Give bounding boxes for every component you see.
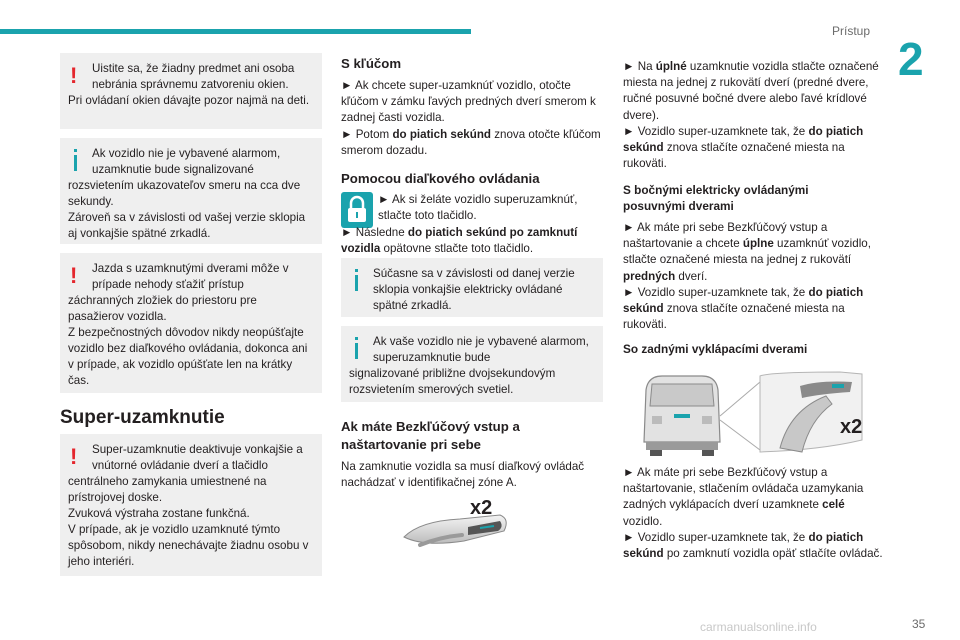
heading-with-key: S kľúčom [341, 56, 402, 71]
sliding-doors-instructions: ► Ak máte pri sebe Bezkľúčový vstup a naštartovanie a chcete úplne uzamknúť vozidlo, stlačte označené miesta na jednej z rukovätí predných dverí. ► Vozidlo super-uzamknete tak, že do piatich sekúnd znova stlačíte označené miesta na rukoväti. [623, 221, 871, 332]
heading-tailgate: So zadnými vyklápacími dverami [623, 342, 808, 356]
warning-icon: ! [70, 63, 78, 88]
warning-box-super-locking: ! Super-uzamknutie deaktivuje vonkajšie a vnútorné ovládanie dverí a tlačidlo centrálneho zamykania umiestnené na prístrojovej doske. Zvuková výstraha zostane funkčná. V prípade, ak je vozidlo uzamknuté týmto spôsobom, nikdy nenechávajte žiadnu osobu v jeho interiéri. [60, 434, 322, 576]
heading-remote-control: Pomocou diaľkového ovládania [341, 171, 540, 186]
info-icon [355, 269, 358, 291]
tailgate-illustration [640, 370, 868, 458]
watermark-text: carmanualsonline.info [700, 620, 817, 634]
page-number: 35 [912, 617, 926, 631]
warning-icon: ! [70, 263, 78, 288]
heading-keyless-entry: Ak máte Bezkľúčový vstup a naštartovanie pri sebe [341, 419, 520, 452]
header-accent-bar [0, 29, 471, 34]
section-title-super-locking: Super-uzamknutie [60, 407, 225, 428]
keyless-instructions: Na zamknutie vozidla sa musí diaľkový ovládač nachádzať v identifikačnej zóne A. [341, 460, 585, 490]
tailgate-handle-closeup [760, 372, 862, 452]
chapter-number: 2 [898, 33, 924, 85]
key-instructions: ► Ak chcete super-uzamknúť vozidlo, otočte kľúčom v zámku ľavých predných dverí smerom k zadnej časti vozidla. ► Potom do piatich sekúnd znova otočte kľúčom smerom dozadu. [341, 79, 601, 157]
full-locking-instructions: ► Na úplné uzamknutie vozidla stlačte označené miesta na jednej z rukovätí dverí (predné dvere, ručné posuvné bočné dvere alebo ľavé krídlové dvere). ► Vozidlo super-uzamknete tak, že do piatich sekúnd znova stlačíte označené miesta na rukoväti. [623, 60, 879, 171]
press-twice-label: x2 [840, 416, 863, 438]
door-handle-illustration [400, 497, 512, 555]
running-header: Prístup [832, 24, 871, 38]
info-box-mirrors: Súčasne sa v závislosti od danej verzie sklopia vonkajšie elektricky ovládané spätné zrkadlá. [341, 258, 603, 317]
info-box-alarm: Ak vozidlo nie je vybavené alarmom, uzamknutie bude signalizované rozsvietením ukazovateľov smeru na cca dve sekundy. Zároveň sa v závislosti od vašej verzie sklopia aj vonkajšie spätné zrkadlá. [60, 138, 322, 244]
press-twice-label: x2 [470, 497, 493, 519]
remote-instructions-1: ► Ak si želáte vozidlo superuzamknúť, stlačte toto tlačidlo. [378, 193, 578, 223]
van-rear-icon [644, 376, 720, 456]
info-icon [355, 337, 358, 359]
heading-sliding-doors: S bočnými elektricky ovládanými posuvnými dverami [623, 183, 809, 213]
warning-box-windows: ! Uistite sa, že žiadny predmet ani osoba nebránia správnemu zatvoreniu okien. Pri ovládaní okien dávajte pozor najmä na deti. [60, 53, 322, 129]
warning-box-locked-doors: ! Jazda s uzamknutými dverami môže v prípade nehody sťažiť prístup záchranných zložiek do priestoru pre pasažierov vozidla. Z bezpečnostných dôvodov nikdy neopúšťajte vozidlo bez diaľkového ovládania, dokonca ani v prípade, ak vozidlo opúšťate len na krátky čas. [60, 253, 322, 393]
remote-instructions-2: ► Následne do piatich sekúnd po zamknutí vozidla opätovne stlačte toto tlačidlo. [341, 226, 578, 256]
info-box-no-alarm: Ak vaše vozidlo nie je vybavené alarmom, superuzamknutie bude signalizované približne dvojsekundovým rozsvietením smerových svetiel. [341, 326, 603, 402]
tailgate-instructions: ► Ak máte pri sebe Bezkľúčový vstup a naštartovanie, stlačením ovládača uzamykania zadných vyklápacích dverí uzamknete celé vozidlo. ► Vozidlo super-uzamknete tak, že do piatich sekúnd po zamknutí vozidla opäť stlačíte ovládač. [623, 466, 883, 561]
info-icon [74, 149, 77, 171]
warning-icon: ! [70, 444, 78, 469]
padlock-button-icon [341, 192, 373, 228]
